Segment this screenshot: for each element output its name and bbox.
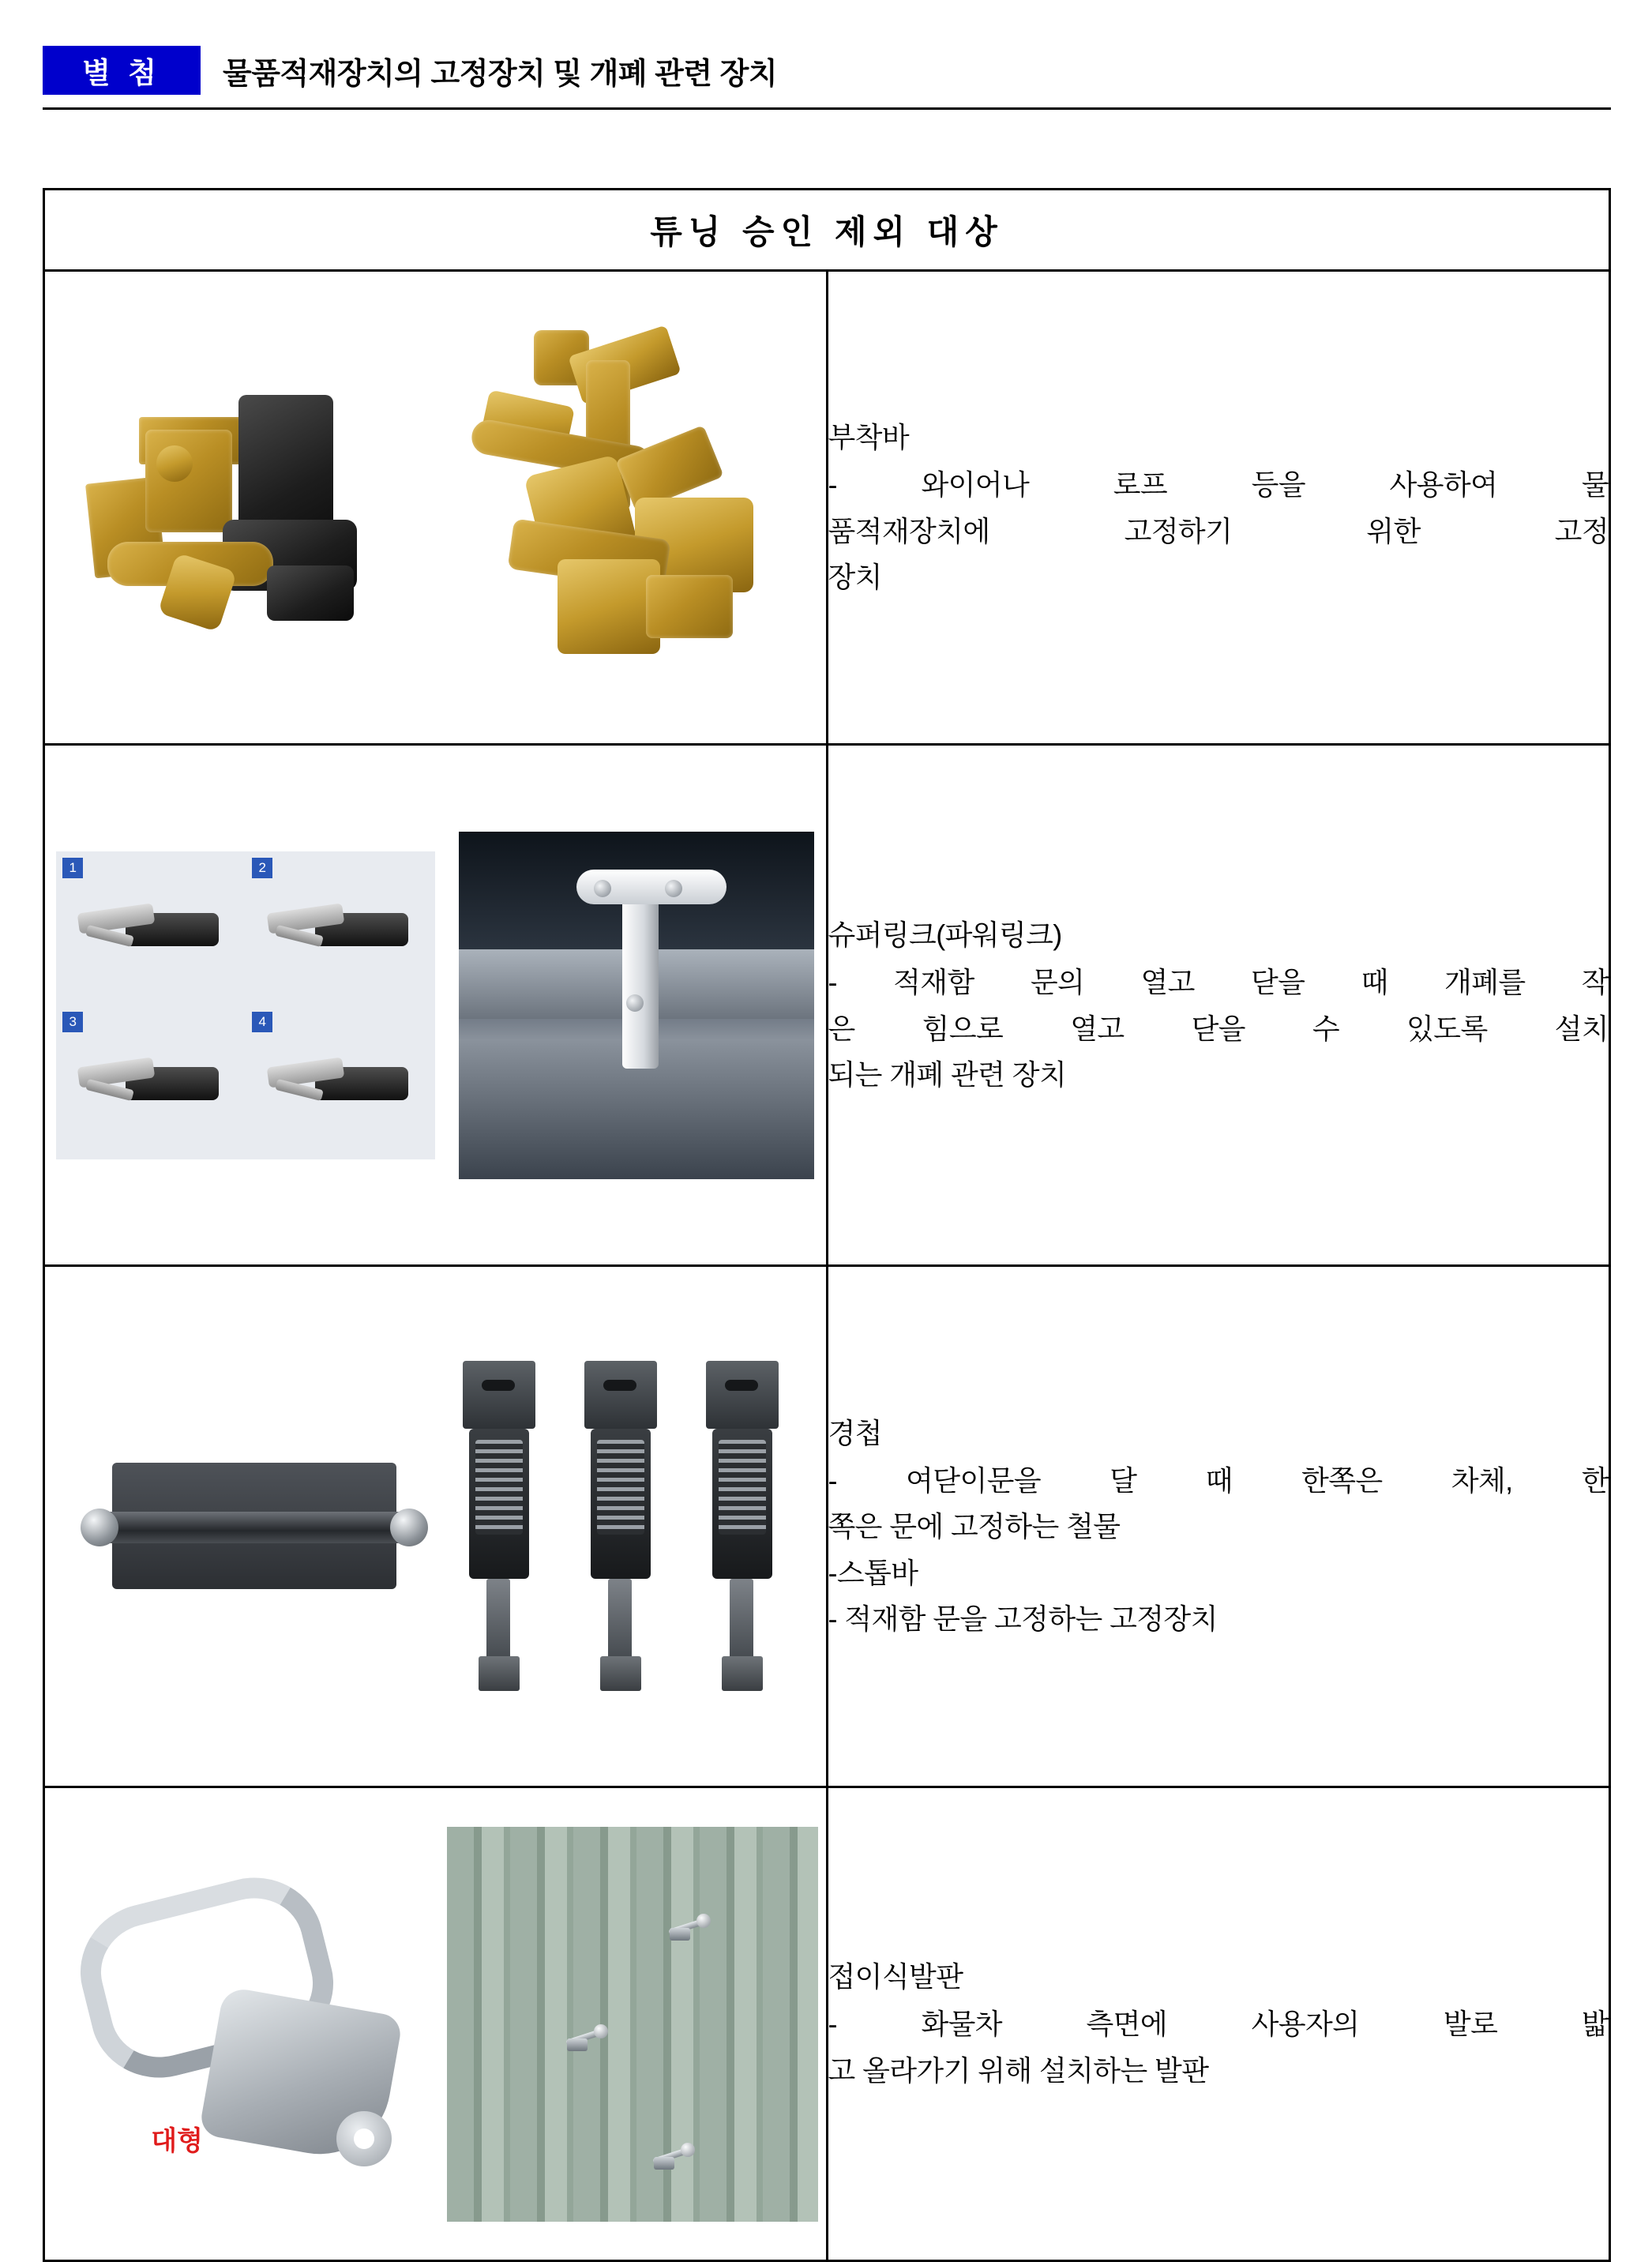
stopbar-3 <box>695 1361 790 1693</box>
attachment-tag: 별 첨 <box>43 46 201 95</box>
clamp-number-1: 1 <box>62 858 83 878</box>
clamp-variant-2 <box>246 851 435 1005</box>
row3-desc-line-4: - 적재함 문을 고정하는 고정장치 <box>828 1602 1218 1635</box>
exemption-table <box>43 188 1611 2262</box>
table-title: 튜닝 승인 제외 대상 <box>44 190 1610 271</box>
row2-description-cell <box>827 745 1610 1266</box>
stainless-folding-step-hook-photo <box>52 1858 423 2190</box>
row4-description-cell <box>827 1787 1610 2261</box>
document-header <box>43 46 1611 109</box>
header-divider <box>43 107 1611 110</box>
row1-description-cell <box>827 271 1610 745</box>
row3-photo-group <box>45 1347 826 1707</box>
row3-desc-line-1: - 여닫이문을 달 때 한쪽은 차체, 한 <box>828 1464 1609 1497</box>
row1-desc-line-1: - 와이어나 로프 등을 사용하여 물 <box>828 468 1609 502</box>
row4-desc-line-2: 고 올라가기 위해 설치하는 발판 <box>828 2053 1209 2087</box>
row1-image-cell <box>44 271 828 745</box>
table-row <box>44 745 1610 1266</box>
black-hinge-photo <box>81 1436 428 1618</box>
row4-term: 접이식발판 <box>828 1960 963 1993</box>
table-title-row <box>44 190 1610 271</box>
truck-gate-powerlink-photo <box>459 832 814 1179</box>
clamp-number-4: 4 <box>252 1012 272 1032</box>
clamp-variant-1 <box>56 851 246 1005</box>
table-row <box>44 271 1610 745</box>
row1-term: 부착바 <box>828 420 910 453</box>
four-clamp-variants-photo <box>56 851 435 1159</box>
row3-image-cell <box>44 1266 828 1787</box>
truck-side-wall-steps-photo <box>447 1827 818 2222</box>
row2-image-cell <box>44 745 828 1266</box>
clamp-variant-3 <box>56 1005 246 1159</box>
row2-desc-line-1: - 적재함 문의 열고 닫을 때 개폐를 작 <box>828 966 1609 999</box>
row2-photo-group <box>45 817 826 1193</box>
table-row <box>44 1266 1610 1787</box>
row1-desc-line-2: 품적재장치에 고정하기 위한 고정 <box>828 514 1609 547</box>
row2-desc-line-2: 은 힘으로 열고 닫을 수 있도록 설치 <box>828 1012 1609 1045</box>
row3-description-cell <box>827 1266 1610 1787</box>
table-row <box>44 1787 1610 2261</box>
clamp-number-2: 2 <box>252 858 272 878</box>
row3-desc-line-3: -스톱바 <box>828 1556 918 1589</box>
clamp-variant-4 <box>246 1005 435 1159</box>
row4-photo-group <box>45 1813 826 2236</box>
gold-black-bracket-pair-photo <box>84 354 415 662</box>
gold-bracket-assembly-photo <box>439 322 787 693</box>
photo-caption-large: 대형 <box>151 2125 203 2156</box>
row2-term: 슈퍼링크(파워링크) <box>828 918 1062 951</box>
row1-photo-group <box>45 308 826 708</box>
row4-desc-line-1: - 화물차 측면에 사용자의 발로 밟 <box>828 2008 1609 2041</box>
three-stopbar-photo <box>452 1361 790 1693</box>
page-title: 물품적재장치의 고정장치 및 개폐 관련 장치 <box>223 57 778 91</box>
row2-desc-line-3: 되는 개폐 관련 장치 <box>828 1058 1067 1091</box>
stopbar-2 <box>573 1361 668 1693</box>
clamp-number-3: 3 <box>62 1012 83 1032</box>
stopbar-1 <box>452 1361 546 1693</box>
row4-image-cell <box>44 1787 828 2261</box>
row3-desc-line-2: 쪽은 문에 고정하는 철물 <box>828 1510 1121 1543</box>
row1-desc-line-3: 장치 <box>828 560 882 593</box>
row3-term: 경첩 <box>828 1416 882 1449</box>
